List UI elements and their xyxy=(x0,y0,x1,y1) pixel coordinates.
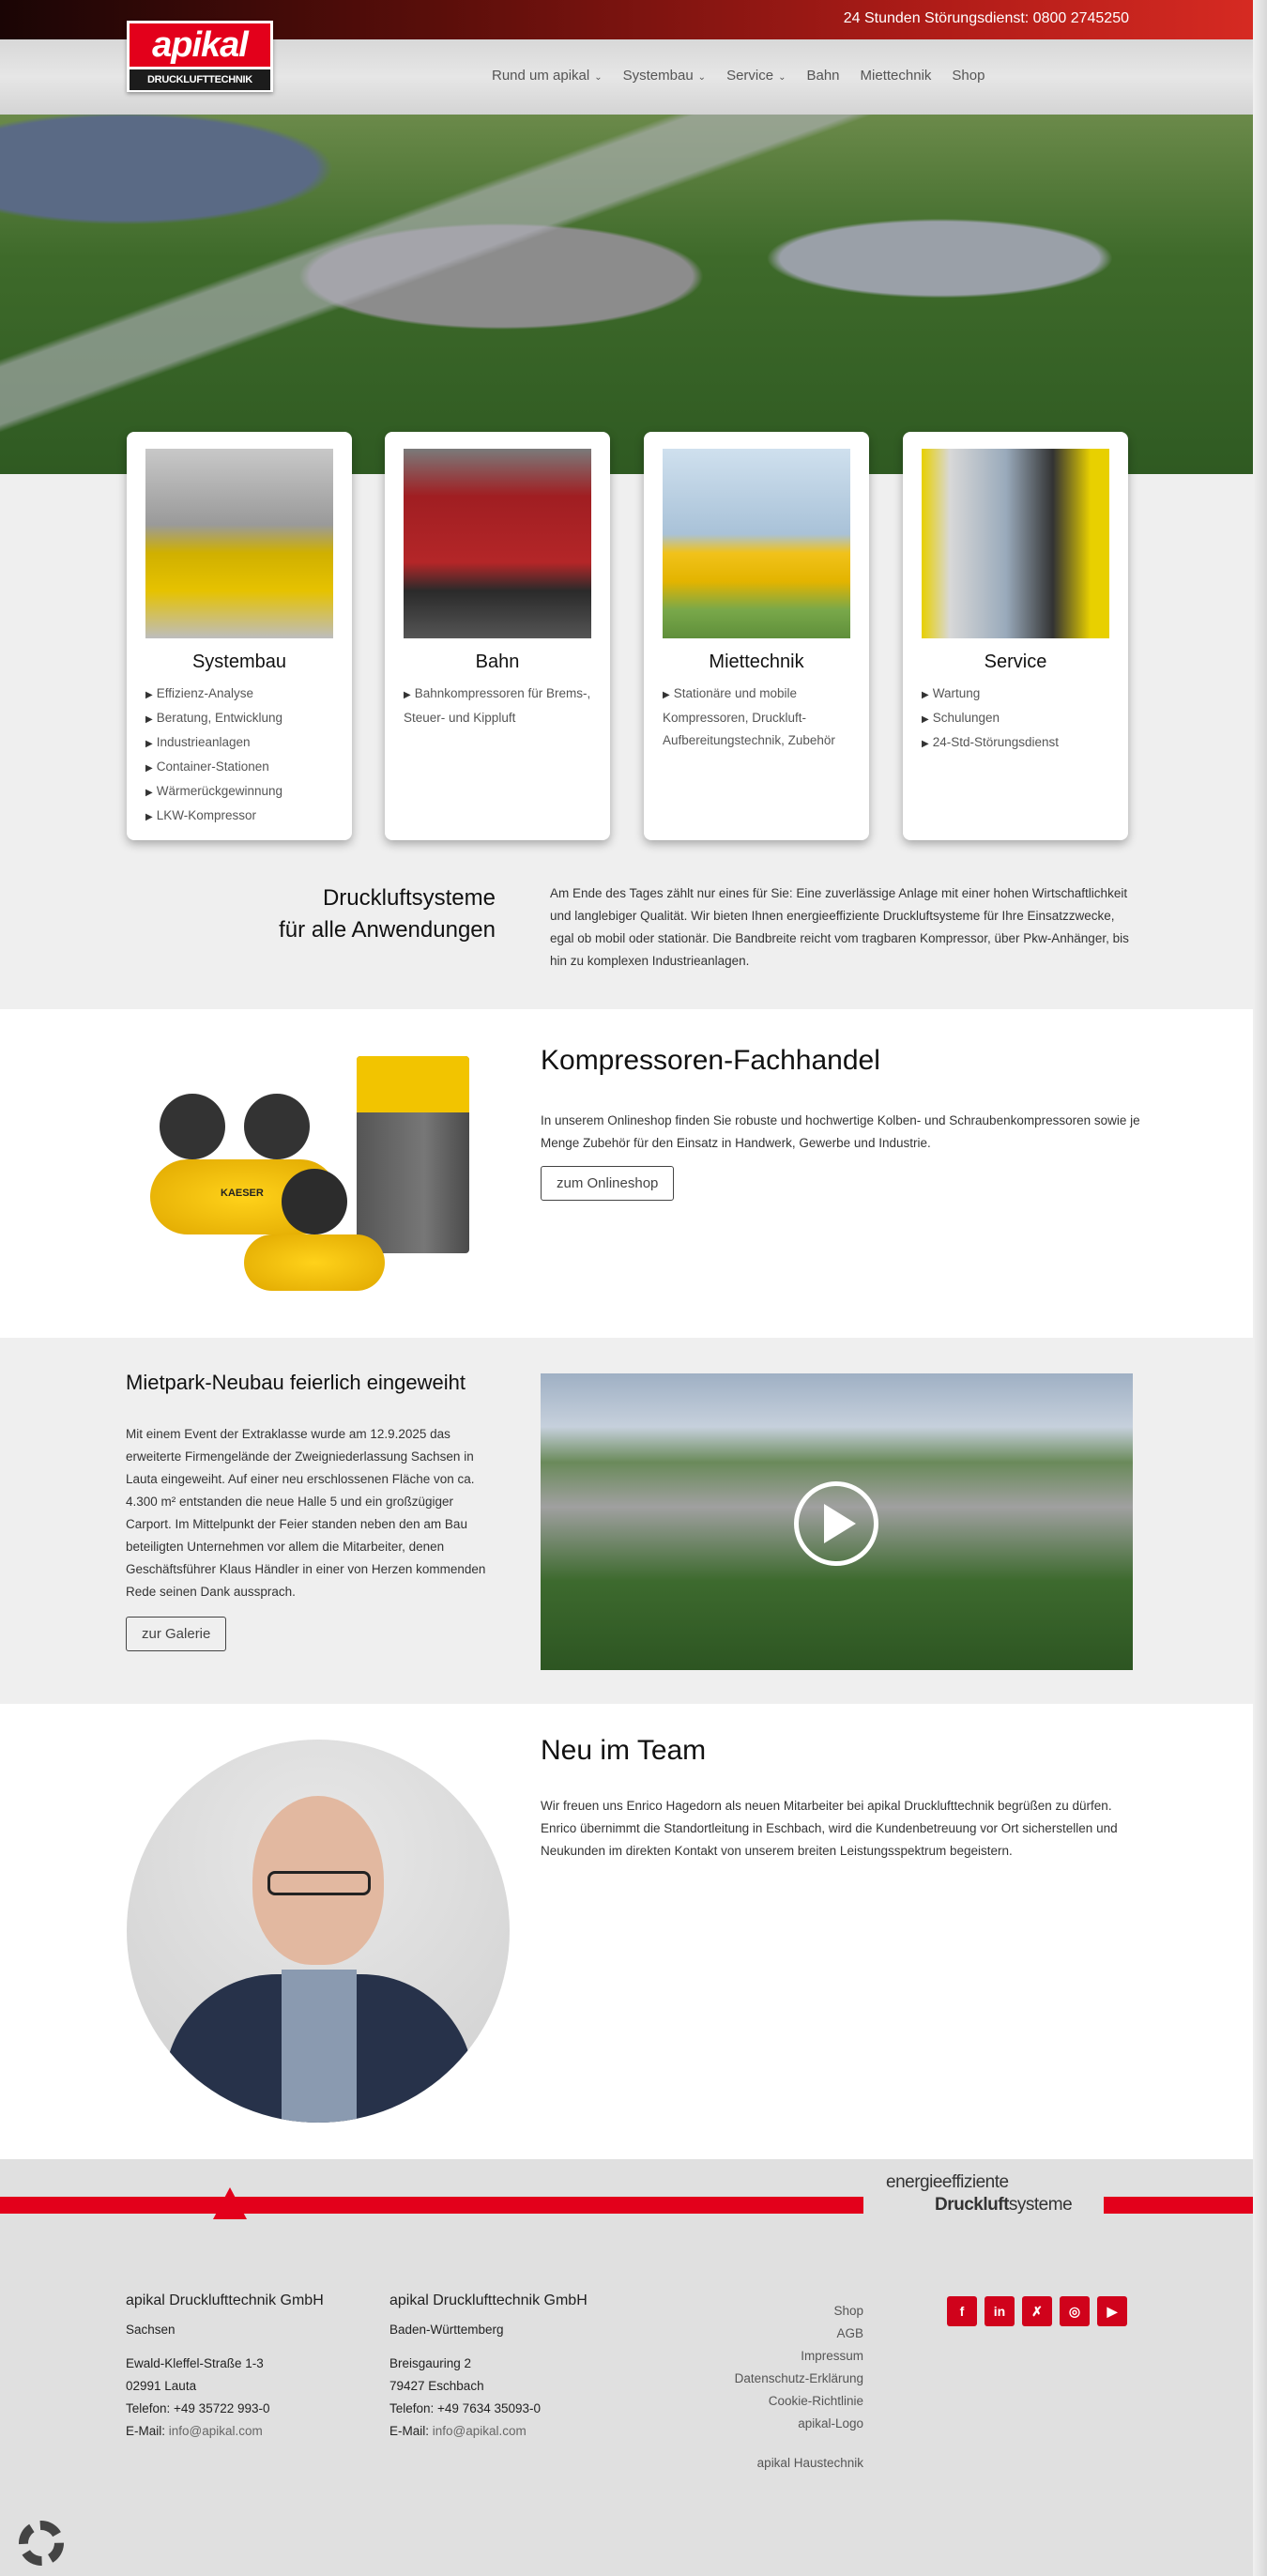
nav-item-miettechnik[interactable] xyxy=(861,67,932,87)
location-city: 79427 Eschbach xyxy=(389,2379,484,2393)
nav-item-shop[interactable] xyxy=(952,67,985,87)
location-email xyxy=(389,2420,634,2443)
kaeser-brand-label: KAESER xyxy=(221,1188,264,1199)
intro-heading-line1: Druckluftsysteme xyxy=(322,885,496,911)
nav-item-label: Service xyxy=(726,68,774,84)
card-list-item: ▶ Wärmerückgewinnung xyxy=(145,780,333,805)
facebook-icon[interactable]: f xyxy=(947,2296,977,2326)
intro-heading xyxy=(216,882,496,946)
footer-links xyxy=(695,2300,863,2435)
intro-text: Am Ende des Tages zählt nur eines für Sie: Eine zuverlässige Anlage mit einer hohen Wirtschaftlichkeit und langlebiger Qualität. Wir bieten Ihnen energieeffiziente Druckluftsysteme für Ihre Einsatzzwecke, egal ob mobil oder stationär. Die Bandbreite reicht vom tragbaren Kompressor, über Pkw-Anhänger, bis hin zu komplexen Industrieanlagen. xyxy=(550,886,1129,968)
location-street: Breisgauring 2 xyxy=(389,2356,472,2370)
triangle-icon xyxy=(213,2187,247,2219)
footer xyxy=(0,2159,1253,2576)
card-list xyxy=(145,682,333,829)
footer-link[interactable]: Datenschutz-Erklärung xyxy=(734,2371,863,2385)
card-list-item: ▶ LKW-Kompressor xyxy=(145,805,333,829)
team-member-photo xyxy=(127,1740,510,2123)
apikal-logo[interactable] xyxy=(127,21,273,92)
location-city: 02991 Lauta xyxy=(126,2379,197,2393)
card-image xyxy=(663,449,850,638)
slogan-bold: Druckluft xyxy=(935,2195,1009,2215)
logo-wordmark: apikal xyxy=(130,23,270,67)
news-heading: Mietpark-Neubau feierlich eingeweiht xyxy=(126,1371,466,1394)
card-image xyxy=(145,449,333,638)
instagram-icon[interactable]: ◎ xyxy=(1060,2296,1090,2326)
card-list xyxy=(404,682,591,729)
card-list-item: ▶ Effizienz-Analyse xyxy=(145,682,333,707)
card-title: Miettechnik xyxy=(709,652,804,672)
footer-red-band-right xyxy=(1104,2197,1253,2214)
card-list-item: ▶ Stationäre und mobile Kompressoren, Druckluft-Aufbereitungstechnik, Zubehör xyxy=(663,682,850,752)
slogan-line1: energieeffiziente xyxy=(886,2172,1009,2192)
location-email xyxy=(126,2420,370,2443)
service-card-service[interactable] xyxy=(903,432,1128,840)
card-image xyxy=(922,449,1109,638)
location-phone: Telefon: +49 7634 35093-0 xyxy=(389,2401,542,2415)
card-list xyxy=(922,682,1109,756)
nav-item-label: Miettechnik xyxy=(860,68,932,84)
news-video[interactable] xyxy=(541,1373,1133,1670)
service-card-miettechnik[interactable] xyxy=(644,432,869,840)
service-card-bahn[interactable] xyxy=(385,432,610,840)
linkedin-icon[interactable]: in xyxy=(985,2296,1015,2326)
location-region: Sachsen xyxy=(126,2323,176,2337)
email-link[interactable]: info@apikal.com xyxy=(168,2424,263,2438)
compressor-product-image xyxy=(141,1047,488,1300)
footer-link[interactable]: Cookie-Richtlinie xyxy=(768,2394,863,2408)
logo-subtitle: DRUCKLUFTTECHNIK xyxy=(130,69,270,90)
card-title: Service xyxy=(984,652,1047,672)
xing-icon[interactable]: ✗ xyxy=(1022,2296,1052,2326)
nav-item-service[interactable] xyxy=(726,67,786,87)
nav-item-label: Systembau xyxy=(622,68,694,84)
chevron-down-icon: ⌄ xyxy=(697,72,707,83)
card-list-item: ▶ Beratung, Entwicklung xyxy=(145,707,333,731)
card-list-item: ▶ Wartung xyxy=(922,682,1109,707)
gallery-button[interactable]: zur Galerie xyxy=(126,1617,226,1651)
card-list-item: ▶ 24-Std-Störungsdienst xyxy=(922,731,1109,756)
cookie-settings-icon[interactable] xyxy=(19,2521,64,2566)
location-company: apikal Drucklufttechnik GmbH xyxy=(126,2292,324,2308)
card-title: Bahn xyxy=(475,652,520,672)
nav-item-rund-um-apikal[interactable] xyxy=(492,67,603,87)
main-nav xyxy=(492,67,985,87)
slogan-rest: systeme xyxy=(1008,2195,1073,2215)
nav-item-label: Shop xyxy=(952,68,985,84)
location-street: Ewald-Kleffel-Straße 1-3 xyxy=(126,2356,264,2370)
shop-heading: Kompressoren-Fachhandel xyxy=(541,1045,880,1076)
card-list-item: ▶ Container-Stationen xyxy=(145,756,333,780)
location-region: Baden-Württemberg xyxy=(389,2323,504,2337)
hotline-text[interactable]: 24 Stunden Störungsdienst: 0800 2745250 xyxy=(843,10,1129,26)
onlineshop-button[interactable]: zum Onlineshop xyxy=(541,1166,674,1201)
location-phone: Telefon: +49 35722 993-0 xyxy=(126,2401,270,2415)
nav-item-label: Rund um apikal xyxy=(492,68,590,84)
footer-link[interactable]: apikal-Logo xyxy=(798,2416,863,2430)
play-icon[interactable] xyxy=(794,1481,878,1566)
footer-link[interactable]: Impressum xyxy=(801,2349,863,2363)
team-heading: Neu im Team xyxy=(541,1735,707,1766)
email-label: E-Mail: xyxy=(389,2424,430,2438)
nav-item-systembau[interactable] xyxy=(623,67,706,87)
location-company: apikal Drucklufttechnik GmbH xyxy=(389,2292,588,2308)
nav-item-bahn[interactable] xyxy=(806,67,839,87)
footer-link-haustechnik[interactable]: apikal Haustechnik xyxy=(756,2456,863,2470)
footer-link[interactable]: Shop xyxy=(833,2304,863,2318)
card-list xyxy=(663,682,850,752)
team-text: Wir freuen uns Enrico Hagedorn als neuen Mitarbeiter bei apikal Drucklufttechnik begrüßen zu dürfen. Enrico übernimmt die Standortleitung in Eschbach, wird die Kundenbetreuung vor Ort sicherstellen und Neukunden im direkten Kontakt von unserem breiten Leistungsspektrum begeistern. xyxy=(541,1799,1118,1858)
news-text: Mit einem Event der Extraklasse wurde am 12.9.2025 das erweiterte Firmengelände der Zweigniederlassung Sachsen in Lauta eingeweiht. Auf einer neu erschlossenen Fläche von ca. 4.300 m² entstanden die neue Halle 5 und ein großzügiger Carport. Im Mittelpunkt der Feier standen neben den am Bau beteiligten Unternehmen vor allem die Mitarbeiter, denen Geschäftsführer Klaus Händler in einer von Herzen kommenden Rede seinen Dank aussprach. xyxy=(126,1427,486,1599)
social-links xyxy=(947,2296,1127,2326)
card-image xyxy=(404,449,591,638)
email-label: E-Mail: xyxy=(126,2424,166,2438)
service-card-systembau[interactable] xyxy=(127,432,352,840)
shop-text: In unserem Onlineshop finden Sie robuste und hochwertige Kolben- und Schraubenkompressoren sowie je Menge Zubehör für den Einsatz in Handwerk, Gewerbe und Industrie. xyxy=(541,1113,1140,1150)
youtube-icon[interactable]: ▶ xyxy=(1097,2296,1127,2326)
card-list-item: ▶ Bahnkompressoren für Brems-, Steuer- und Kippluft xyxy=(404,682,591,729)
chevron-down-icon: ⌄ xyxy=(594,72,603,83)
slogan-line2 xyxy=(935,2195,1072,2216)
intro-heading-line2: für alle Anwendungen xyxy=(279,917,496,943)
scrollbar[interactable] xyxy=(1253,0,1267,2576)
card-list-item: ▶ Schulungen xyxy=(922,707,1109,731)
card-list-item: ▶ Industrieanlagen xyxy=(145,731,333,756)
footer-link[interactable]: AGB xyxy=(836,2326,863,2340)
footer-red-band xyxy=(0,2197,863,2214)
card-title: Systembau xyxy=(191,652,287,672)
hero-aerial-image xyxy=(0,115,1253,474)
footer-location xyxy=(126,2292,370,2443)
chevron-down-icon: ⌄ xyxy=(778,72,786,83)
email-link[interactable]: info@apikal.com xyxy=(432,2424,527,2438)
footer-location xyxy=(389,2292,634,2443)
nav-item-label: Bahn xyxy=(806,68,840,84)
